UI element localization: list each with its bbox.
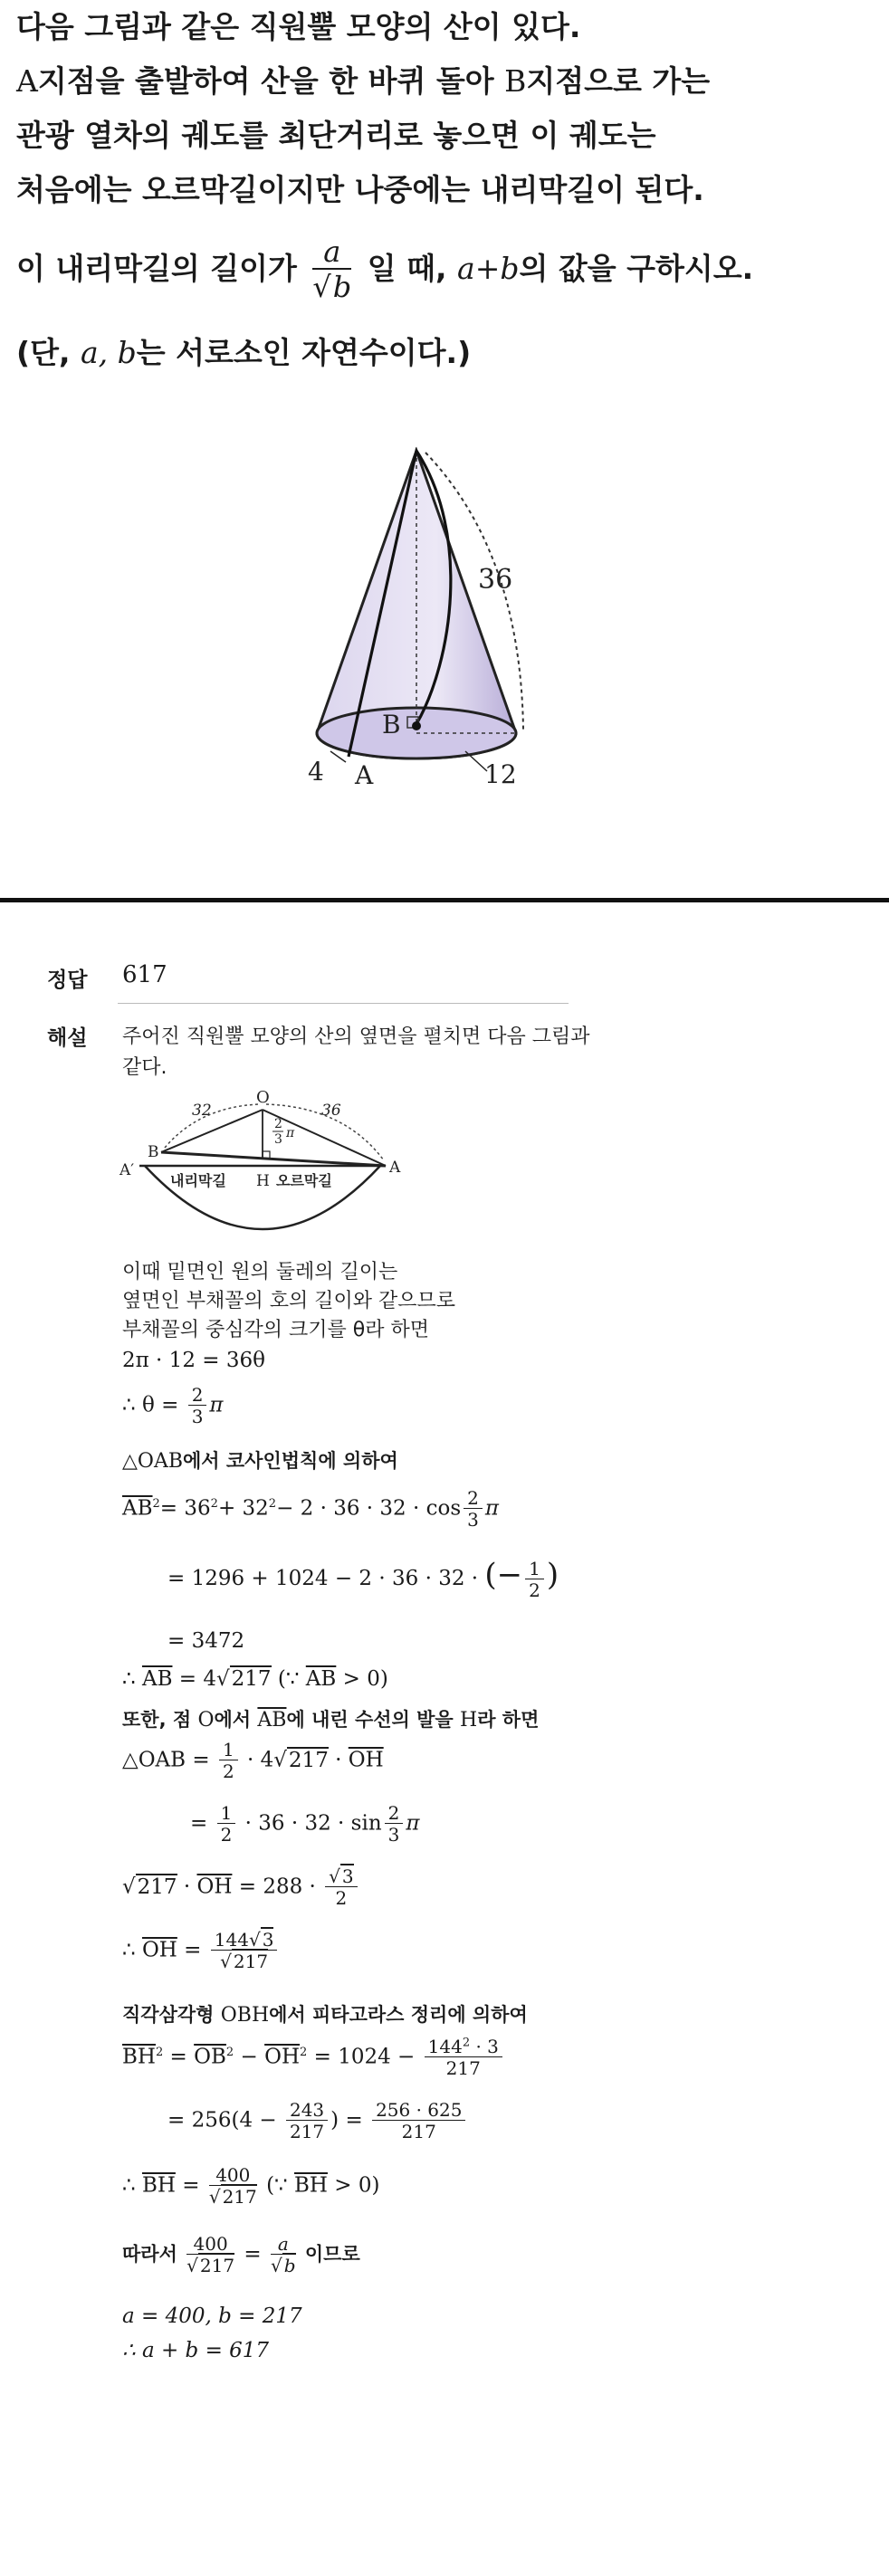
point-b-dot	[412, 721, 421, 730]
question-line-1: 다음 그림과 같은 직원뿔 모양의 산이 있다.	[16, 9, 581, 44]
question-line-2: A지점을 출발하여 산을 한 바퀴 돌아 B지점으로 가는	[16, 63, 711, 99]
question-text	[16, 0, 876, 380]
text-line-2: 옆면인 부채꼴의 호의 길이와 같으므로	[122, 1290, 456, 1312]
label-B2: B	[148, 1143, 159, 1161]
angle-den: 3	[274, 1132, 282, 1147]
label-B: B	[382, 710, 401, 739]
label-12: 12	[484, 759, 517, 789]
text-perpendicular: 또한, 점 O에서 $\overline{AB}$에 내린 수선의 발을 H라 하면	[122, 1709, 540, 1732]
intro-line-1: 주어진 직원뿔 모양의 산의 옆면을 펼치면 다음 그림과	[122, 1026, 590, 1048]
label-A2: A	[389, 1159, 401, 1177]
section-divider	[0, 898, 889, 902]
eq-oh-relation: $√217 \cdot \overline{OH} = 288$ · $\frac{√ 3}{2}$	[122, 1866, 360, 1909]
label-O: O	[256, 1088, 270, 1107]
label-A: A	[355, 760, 374, 790]
eq-ab-value: = 3472	[167, 1629, 245, 1653]
eq-bh-squared: $\overline{BH}^2 = \overline{OB}^2 - \overline{OH}^2 = 1024$ − $\frac{144^2 \cdot 3}{217}$	[122, 2037, 505, 2079]
eq-area-1: △OAB = $\frac{1}{2}$ · $4√217 \cdot \overline{OH}$	[122, 1739, 384, 1782]
text-cosine-law: △OAB에서 코사인법칙에 의하여	[122, 1450, 398, 1473]
label-A-prime: A′	[119, 1161, 135, 1179]
eq-circumference: 2π · 12 = 36θ	[122, 1349, 265, 1372]
angle-num: 2	[274, 1117, 282, 1131]
eq-ab-values: a = 400, b = 217	[122, 2304, 302, 2328]
label-36: 36	[478, 564, 513, 596]
answer-rule	[118, 1003, 569, 1004]
label-36b: 36	[321, 1102, 341, 1120]
label-32: 32	[192, 1102, 212, 1120]
label-downhill: 내리막길	[170, 1172, 226, 1189]
eq-area-2: = $\frac{1}{2}$ · 36 · 32 · sin $\frac{2}{3}$ π	[190, 1802, 420, 1846]
eq-bh-value: ∴ $\overline{BH}$ = $\frac{400}{√ 217}$ (∵ $\overline{BH} > 0$)	[122, 2164, 380, 2208]
intro-line-2: 같다.	[122, 1056, 167, 1079]
eq-ab-squared: $\overline{AB}^2= 36^2+ 32^2- 2 \cdot 36 \cdot 32 \cdot \cos$ $\frac{2}{3}$ π	[122, 1487, 500, 1531]
answer-label: 정답	[47, 968, 88, 992]
fraction-a-over-sqrt-b: $\frac{a}{√b}$	[312, 234, 352, 304]
question-line-5: 이 내리막길의 길이가 $\frac{a}{√b}$ 일 때, a+b의 값을 구하시오.	[16, 234, 754, 304]
question-line-3: 관광 열차의 궤도를 최단거리로 놓으면 이 궤도는	[16, 118, 656, 153]
eq-final-answer: ∴ a + b = 617	[122, 2339, 270, 2362]
sector-figure	[118, 1084, 407, 1243]
tick-4	[330, 751, 346, 762]
eq-ab-expand: = 1296 + 1024 − 2 · 36 · 32 · (− $\frac{1}{2}$ )	[167, 1557, 559, 1601]
segment-ab	[161, 1152, 386, 1166]
text-line-1: 이때 밑면인 원의 둘레의 길이는	[122, 1261, 398, 1283]
question-line-4: 처음에는 오르막길이지만 나중에는 내리막길이 된다.	[16, 172, 704, 207]
answer-value: 617	[122, 961, 167, 988]
explain-label: 해설	[47, 1026, 88, 1050]
label-uphill: 오르막길	[276, 1172, 332, 1189]
label-4: 4	[308, 757, 324, 787]
question-line-6: (단, a, b는 서로소인 자연수이다.)	[16, 335, 472, 370]
eq-conclusion: 따라서 $\frac{400}{√ 217}$ = $\frac{a}{√ b}$ 이므로	[122, 2233, 360, 2276]
text-line-3: 부채꼴의 중심각의 크기를 θ라 하면	[122, 1319, 429, 1341]
eq-theta: ∴ θ = $\frac{2}{3}$ π	[122, 1384, 224, 1427]
eq-bh-expand: = 256(4 − $\frac{243}{217}$ ) = $\frac{256 \cdot 625}{217}$	[167, 2100, 468, 2142]
radius-ob	[161, 1110, 263, 1152]
arc-32	[165, 1104, 259, 1148]
cone-figure	[290, 425, 561, 806]
text-pythagoras: 직각삼각형 OBH에서 피타고라스 정리에 의하여	[122, 2004, 528, 2027]
eq-oh-value: ∴ $\overline{OH}$ = $\frac{144√ 3}{√ 217}$	[122, 1930, 280, 1972]
angle-pi: π	[286, 1126, 295, 1140]
label-H: H	[256, 1172, 270, 1190]
eq-ab-length: ∴ $\overline{AB} = 4√217$ (∵ $\overline{AB} > 0$)	[122, 1667, 388, 1691]
